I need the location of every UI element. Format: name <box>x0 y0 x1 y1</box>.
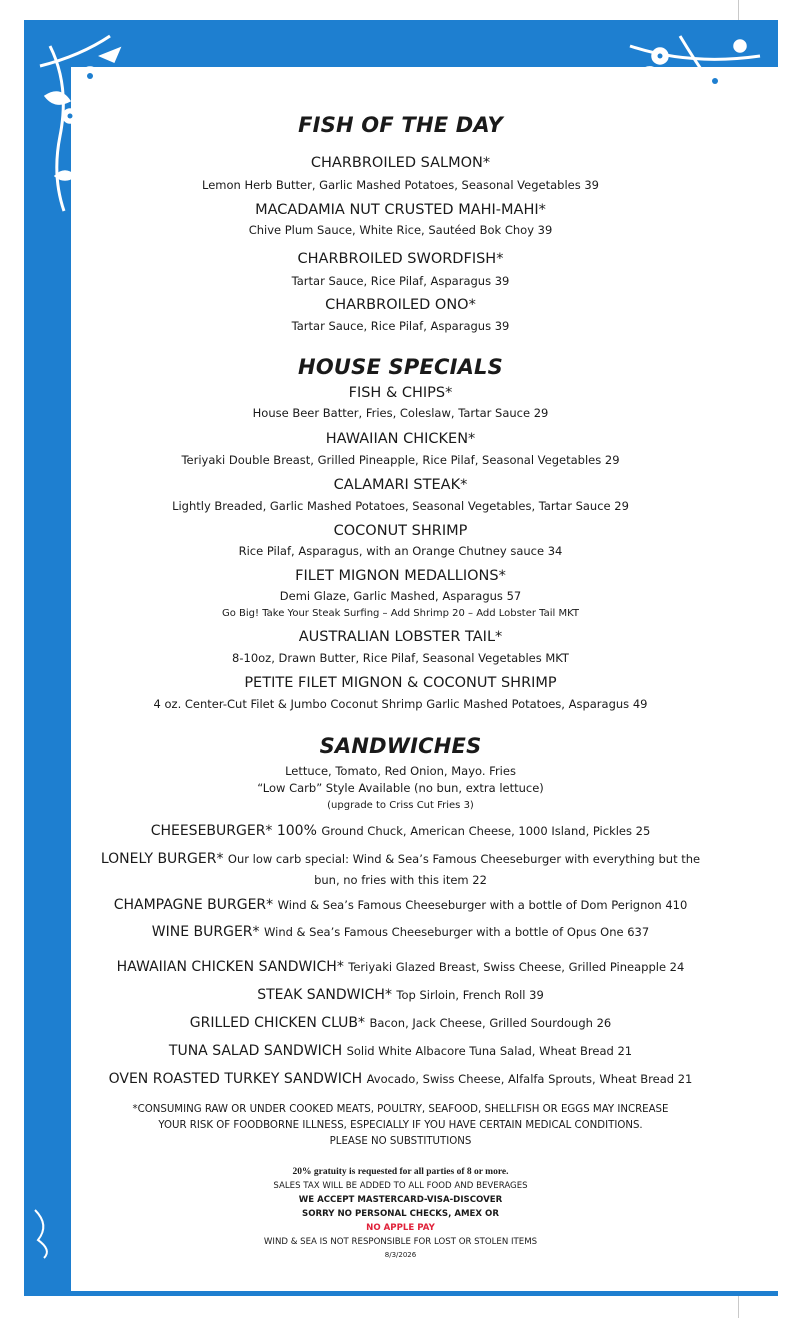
sandwich-item <box>47 924 754 940</box>
menu-item-desc: Rice Pilaf, Asparagus, with an Orange Chutney sauce 34 <box>238 544 563 558</box>
sandwich-name: TUNA SALAD SANDWICH <box>168 1043 343 1059</box>
menu-item-desc: Chive Plum Sauce, White Rice, Sautéed Bok Choy 39 <box>248 223 553 237</box>
menu-item-desc: Teriyaki Double Breast, Grilled Pineapple, Rice Pilaf, Seasonal Vegetables 29 <box>181 453 620 467</box>
menu-item-name: CHARBROILED ONO* <box>325 297 476 313</box>
sandwich-name: CHAMPAGNE BURGER* <box>113 897 274 913</box>
sandwich-name: STEAK SANDWICH* <box>257 987 392 1003</box>
disclaimer-line: *CONSUMING RAW OR UNDER COOKED MEATS, POULTRY, SEAFOOD, SHELLFISH OR EGGS MAY INCREASE <box>132 1104 669 1115</box>
sandwich-desc: Ground Chuck, American Cheese, 1000 Island, Pickles 25 <box>321 824 651 838</box>
sandwich-desc: Bacon, Jack Cheese, Grilled Sourdough 26 <box>369 1016 612 1030</box>
sandwich-item <box>47 959 754 975</box>
sandwich-name: WINE BURGER* <box>151 924 260 940</box>
menu-item-name: CHARBROILED SALMON* <box>310 155 491 171</box>
menu-item-name: FISH & CHIPS* <box>348 385 453 401</box>
no-checks-note: SORRY NO PERSONAL CHECKS, AMEX OR <box>302 1209 499 1219</box>
sales-tax-note: SALES TAX WILL BE ADDED TO ALL FOOD AND BEVERAGES <box>273 1181 528 1191</box>
menu-item-name: CALAMARI STEAK* <box>333 477 468 493</box>
sandwich-item <box>47 1043 754 1059</box>
sandwiches-intro-line: Lettuce, Tomato, Red Onion, Mayo. Fries <box>285 764 516 778</box>
menu-item-name: AUSTRALIAN LOBSTER TAIL* <box>298 629 503 645</box>
fish-of-the-day-heading: FISH OF THE DAY <box>298 113 503 137</box>
sandwich-desc-continued: bun, no fries with this item 22 <box>314 873 487 887</box>
menu-item-desc: Tartar Sauce, Rice Pilaf, Asparagus 39 <box>291 274 510 288</box>
menu-item-name: FILET MIGNON MEDALLIONS* <box>295 568 506 584</box>
menu-item-name: PETITE FILET MIGNON & COCONUT SHRIMP <box>244 675 557 691</box>
menu-item-desc: Lightly Breaded, Garlic Mashed Potatoes, Seasonal Vegetables, Tartar Sauce 29 <box>172 499 629 513</box>
menu-item-desc: Lemon Herb Butter, Garlic Mashed Potatoes, Seasonal Vegetables 39 <box>201 178 600 192</box>
sandwich-desc: Wind & Sea’s Famous Cheeseburger with a bottle of Opus One 637 <box>264 925 650 939</box>
menu-item-name: CHARBROILED SWORDFISH* <box>297 251 504 267</box>
sandwich-name: GRILLED CHICKEN CLUB* <box>189 1015 366 1031</box>
sandwich-name: LONELY BURGER* <box>100 851 224 867</box>
sandwich-desc: Our low carb special: Wind & Sea’s Famous Cheeseburger with everything but the <box>227 852 701 866</box>
menu-item-desc: House Beer Batter, Fries, Coleslaw, Tartar Sauce 29 <box>252 406 549 420</box>
gratuity-note: 20% gratuity is requested for all parties of 8 or more. <box>292 1167 509 1177</box>
sandwich-item <box>47 987 754 1003</box>
sandwich-name: OVEN ROASTED TURKEY SANDWICH <box>108 1071 363 1087</box>
sandwich-desc: Solid White Albacore Tuna Salad, Wheat Bread 21 <box>346 1044 633 1058</box>
menu-item-name: MACADAMIA NUT CRUSTED MAHI-MAHI* <box>255 202 546 218</box>
sandwiches-heading: SANDWICHES <box>319 734 482 758</box>
disclaimer-line: PLEASE NO SUBSTITUTIONS <box>329 1136 472 1147</box>
disclaimer-line: YOUR RISK OF FOODBORNE ILLNESS, ESPECIALLY IF YOU HAVE CERTAIN MEDICAL CONDITIONS. <box>158 1120 643 1131</box>
sandwich-name: CHEESEBURGER* 100% <box>150 823 317 839</box>
sandwiches-intro-line: “Low Carb” Style Available (no bun, extra lettuce) <box>257 781 544 795</box>
sandwich-desc: Wind & Sea’s Famous Cheeseburger with a bottle of Dom Perignon 410 <box>277 898 688 912</box>
menu-item-name: HAWAIIAN CHICKEN* <box>325 431 476 447</box>
sandwich-name: HAWAIIAN CHICKEN SANDWICH* <box>116 959 344 975</box>
sandwich-item <box>47 1071 754 1087</box>
menu-item-name: COCONUT SHRIMP <box>333 523 468 539</box>
sandwich-desc: Avocado, Swiss Cheese, Alfalfa Sprouts, Wheat Bread 21 <box>366 1072 693 1086</box>
liability-note: WIND & SEA IS NOT RESPONSIBLE FOR LOST OR STOLEN ITEMS <box>263 1237 538 1247</box>
menu-item-desc: 8-10oz, Drawn Butter, Rice Pilaf, Seasonal Vegetables MKT <box>232 651 569 665</box>
menu-item-desc: Tartar Sauce, Rice Pilaf, Asparagus 39 <box>291 319 510 333</box>
sandwich-item <box>47 851 754 867</box>
sandwich-item <box>47 823 754 839</box>
sandwich-desc: Teriyaki Glazed Breast, Swiss Cheese, Grilled Pineapple 24 <box>348 960 685 974</box>
sandwich-item <box>47 897 754 913</box>
sandwich-item <box>47 1015 754 1031</box>
no-apple-pay-note: NO APPLE PAY <box>366 1223 435 1233</box>
sandwich-desc: Top Sirloin, French Roll 39 <box>396 988 544 1002</box>
menu-content <box>47 47 754 1271</box>
menu-date: 8/3/2026 <box>384 1251 417 1259</box>
menu-item-desc: Demi Glaze, Garlic Mashed, Asparagus 57 <box>279 589 522 603</box>
menu-item-desc: 4 oz. Center-Cut Filet & Jumbo Coconut Shrimp Garlic Mashed Potatoes, Asparagus 49 <box>153 697 648 711</box>
cards-accepted-note: WE ACCEPT MASTERCARD-VISA-DISCOVER <box>298 1195 503 1205</box>
house-specials-heading: HOUSE SPECIALS <box>298 355 503 379</box>
sandwiches-intro-line: (upgrade to Criss Cut Fries 3) <box>327 800 474 811</box>
menu-item-note: Go Big! Take Your Steak Surfing – Add Shrimp 20 – Add Lobster Tail MKT <box>221 608 580 619</box>
